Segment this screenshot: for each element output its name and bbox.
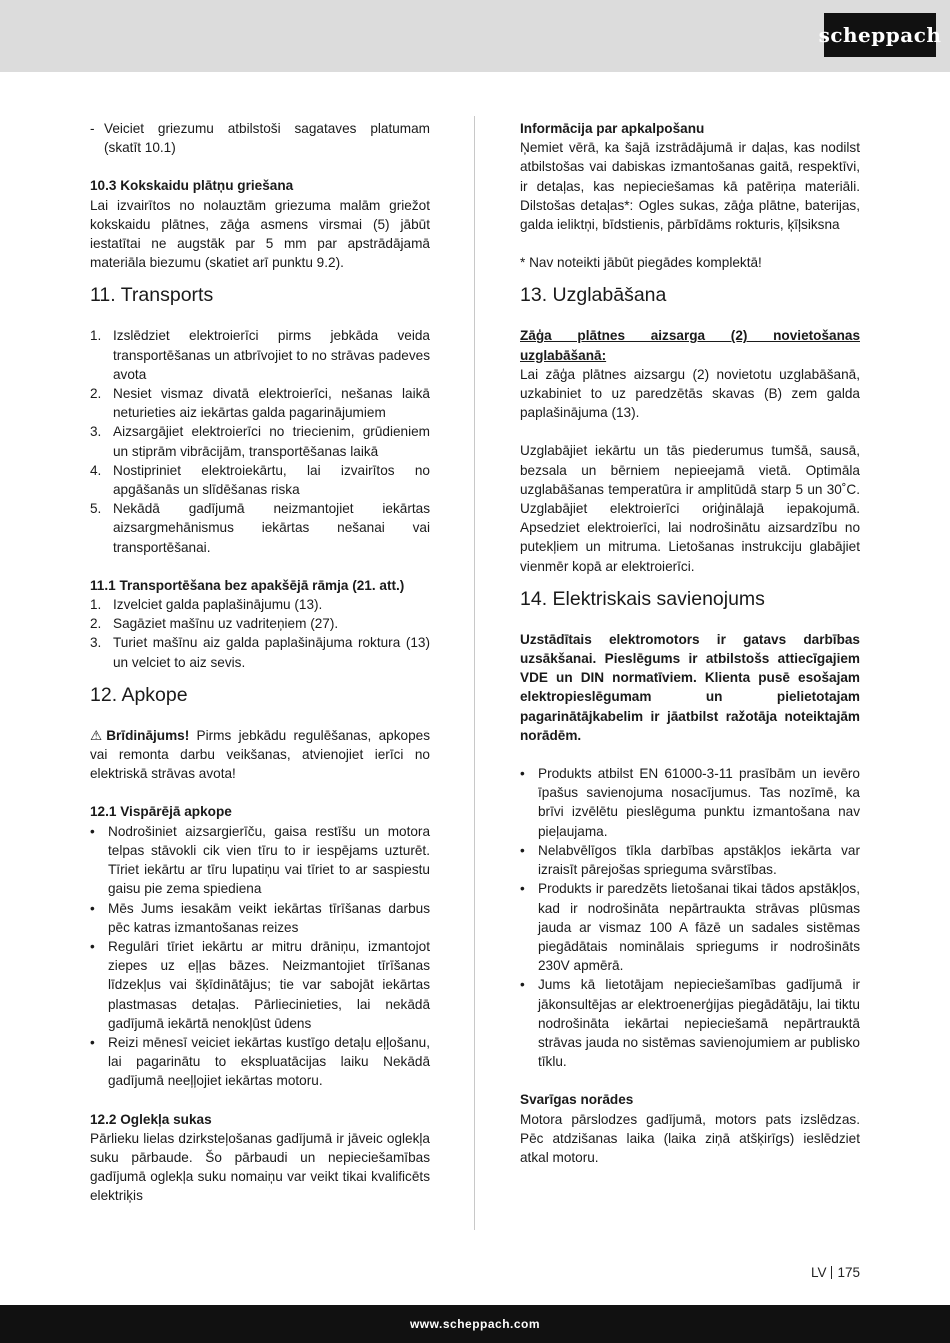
transport-frame-list bbox=[90, 595, 430, 672]
list-item: • Mēs Jums iesakām veikt iekārtas tīrīšanas darbus pēc katras izmantošanas reizes bbox=[90, 900, 430, 935]
list-item: 2. Sagāziet mašīnu uz vadriteņiem (27). bbox=[90, 616, 339, 632]
list-item: 3. Turiet mašīnu aiz galda paplašinājuma roktura (13) un velciet to aiz sevis. bbox=[90, 635, 430, 670]
section-12-2-title: 12.2 Oglekļa sukas bbox=[90, 1111, 212, 1127]
warning-icon: ⚠ bbox=[90, 727, 103, 743]
service-info-text: Ņemiet vērā, ka šajā izstrādājumā ir daļas, kas nodilst atbilstošas vai dabiskas izmantošanas gaitā, respektīvi, ir detaļas, kas nepieciešamas kā patēriņa materiāli. Dilstošas detaļas*: Ogles sukas, zāģa plātne, baterijas, galda ieliktņi, bīdstienis, pārbīdāms rokturis, ķīļsiksna bbox=[520, 140, 860, 233]
footer-bar bbox=[0, 1305, 950, 1343]
service-info-title: Informācija par apkalpošanu bbox=[520, 121, 705, 136]
list-item: • Regulāri tīriet iekārtu ar mitru drāniņu, izmantojot ziepes uz eļļas bāzes. Neizmantojiet tīrīšanas līdzekļus vai šķīdinātājus; tie var sabojāt iekārtas plastmasas detaļas. Pārliecinieties, lai nekādā gadījumā iekārtā nenokļūst ūdens bbox=[90, 938, 430, 1031]
list-item: • Produkts ir paredzēts lietošanai tikai tādos apstākļos, kad ir nodrošināta nepārtraukta strāvas plūsmas jauda ar vismaz 100 A fāzē un sadales sistēmas piegādātais nominālais spriegums ir nodrošināts 230V apmērā. bbox=[520, 881, 860, 974]
maintenance-list bbox=[90, 822, 430, 1091]
language-code: LV bbox=[810, 1265, 827, 1280]
list-item: 3. Aizsargājiet elektroierīci no triecienim, grūdieniem un stiprām vibrācijām, transportēšanas laikā bbox=[90, 424, 430, 459]
list-item: 5. Nekādā gadījumā neizmantojiet iekārtas aizsargmehānismus iekārtas nešanai vai transportēšanai. bbox=[90, 501, 430, 555]
list-item: • Produkts atbilst EN 61000-3-11 prasībām un ievēro īpašus savienojuma nosacījumus. Tas nozīmē, ka brīvi izvēlētu pieslēguma punktu izmantošana nav pieļaujama. bbox=[520, 766, 860, 839]
list-item: • Reizi mēnesī veiciet iekārtas kustīgo detaļu eļļošanu, lai pagarinātu to ekspluatācijas laiku Nekādā gadījumā neeļļojiet iekārtas motoru. bbox=[90, 1034, 430, 1089]
section-13-heading: 13. Uzglabāšana bbox=[520, 284, 667, 307]
section-12-1-title: 12.1 Vispārējā apkope bbox=[90, 804, 232, 820]
list-item: 4. Nostipriniet elektroiekārtu, lai izvairītos no apgāšanās un slīdēšanas riska bbox=[90, 462, 430, 498]
list-item: • Nelabvēlīgos tīkla darbības apstākļos iekārta var izraisīt pārejošas sprieguma svārstības. bbox=[520, 842, 860, 878]
electrical-intro: Uzstādītais elektromotors ir gatavs darbības uzsākšanai. Pieslēgums ir atbilstošs attiecīgajiem VDE un DIN normatīviem. Klienta pusē esošajam elektropieslēgumam un pielietotajam pagarinātājkabelim ir jāatbilst ražotāja noteiktajām norādēm. bbox=[520, 631, 860, 743]
storage-subtitle: Zāģa plātnes aizsarga (2) novietošanas uzglabāšanā: bbox=[520, 328, 860, 363]
list-item: 1. Izslēdziet elektroierīci pirms jebkāda veida transportēšanas un atbrīvojiet to no strāvas padeves avota bbox=[90, 328, 430, 382]
right-column bbox=[520, 119, 860, 1167]
section-12-2-text: Pārlieku lielas dzirksteļošanas gadījumā ir jāveic oglekļa suku pārbaude. Šo pārbaudi un nepieciešamības gadījumā oglekļa suku nomaiņu var veikt tikai kvalificēts elektriķis bbox=[90, 1130, 430, 1204]
scheppach-logo: scheppach bbox=[824, 13, 936, 57]
electrical-list bbox=[520, 764, 860, 1071]
page-number-value: 175 bbox=[837, 1265, 860, 1280]
warning-paragraph: ⚠ Brīdinājums! Pirms jebkādu regulēšanas, apkopes vai remonta darbu veikšanas, atvienojiet ierīci no elektriskā strāvas avota! bbox=[90, 727, 430, 782]
important-notes-text: Motora pārslodzes gadījumā, motors pats izslēdzas. Pēc atdzišanas laika (laika ziņā atšķirīgs) ieslēdziet atkal motoru. bbox=[520, 1111, 860, 1165]
footnote: * Nav noteikti jābūt piegādes komplektā! bbox=[520, 255, 762, 271]
column-divider bbox=[474, 116, 475, 1230]
header-bar bbox=[0, 0, 950, 72]
important-notes-title: Svarīgas norādes bbox=[520, 1092, 634, 1108]
section-12-heading: 12. Apkope bbox=[90, 683, 188, 706]
website-link[interactable]: www.scheppach.com bbox=[409, 1317, 541, 1331]
list-item: 1. Izvelciet galda paplašinājumu (13). bbox=[90, 597, 323, 613]
continued-list bbox=[90, 119, 430, 157]
section-10-3-text: Lai izvairītos no nolauztām griezuma malām griežot kokskaidu plātnes, zāģa asmens virsmai (5) jābūt iestatītai ne augstāk par 5 mm par apstrādājamā materiāla biezumu (skatiet arī punktu 9.2). bbox=[90, 197, 430, 271]
left-column bbox=[90, 119, 430, 1206]
section-11-1-title: 11.1 Transportēšana bez apakšējā rāmja (21. att.) bbox=[90, 577, 405, 593]
section-14-heading: 14. Elektriskais savienojums bbox=[520, 587, 765, 610]
warning-label: Brīdinājums! bbox=[106, 727, 190, 743]
section-11-heading: 11. Transports bbox=[90, 284, 214, 307]
transport-list bbox=[90, 326, 430, 556]
list-item: - Veiciet griezumu atbilstoši sagataves platumam (skatīt 10.1) bbox=[90, 121, 430, 156]
page-number bbox=[811, 1265, 860, 1280]
storage-text-2: Uzglabājiet iekārtu un tās piederumus tumšā, sausā, bezsala un bērniem nepieejamā vietā. Optimāla uzglabāšanas temperatūra ir amplitūdā starp 5 un 30˚C. Uzglabājiet elektroierīci oriģinālajā iepakojumā. Apsedziet elektroierīci, lai nodrošinātu aizsardzību no putekļiem un mitruma. Lietošanas instrukciju glabājiet vienmēr kopā ar elektroierīci. bbox=[520, 443, 860, 574]
list-item: • Nodrošiniet aizsargierīču, gaisa restīšu un motora telpas stāvokli cik vien tīru to ir iespējams uzturēt. Tīriet iekārtu ar tīru lupatiņu vai tīriet to ar saspiestu gaisu pie zema spiediena bbox=[90, 823, 430, 897]
list-item: 2. Nesiet vismaz divatā elektroierīci, nešanas laikā neturieties aiz iekārtas galda pagarinājumiem bbox=[90, 386, 430, 421]
storage-text-1: Lai zāģa plātnes aizsargu (2) novietotu uzglabāšanā, uzkabiniet to uz paredzētās skavas (B) zem galda paplašinājuma (13). bbox=[520, 366, 860, 421]
section-10-3-title: 10.3 Kokskaidu plātņu griešana bbox=[90, 178, 294, 194]
list-item: • Jums kā lietotājam nepieciešamības gadījumā ir jākonsultējas ar elektroenerģijas piegādātāju, lai tiktu nodrošināta iekārtai nepieciešamā nepārtrauktā strāvas jauda no sistēmas savienojumiem ar publisko tīklu. bbox=[520, 977, 860, 1070]
